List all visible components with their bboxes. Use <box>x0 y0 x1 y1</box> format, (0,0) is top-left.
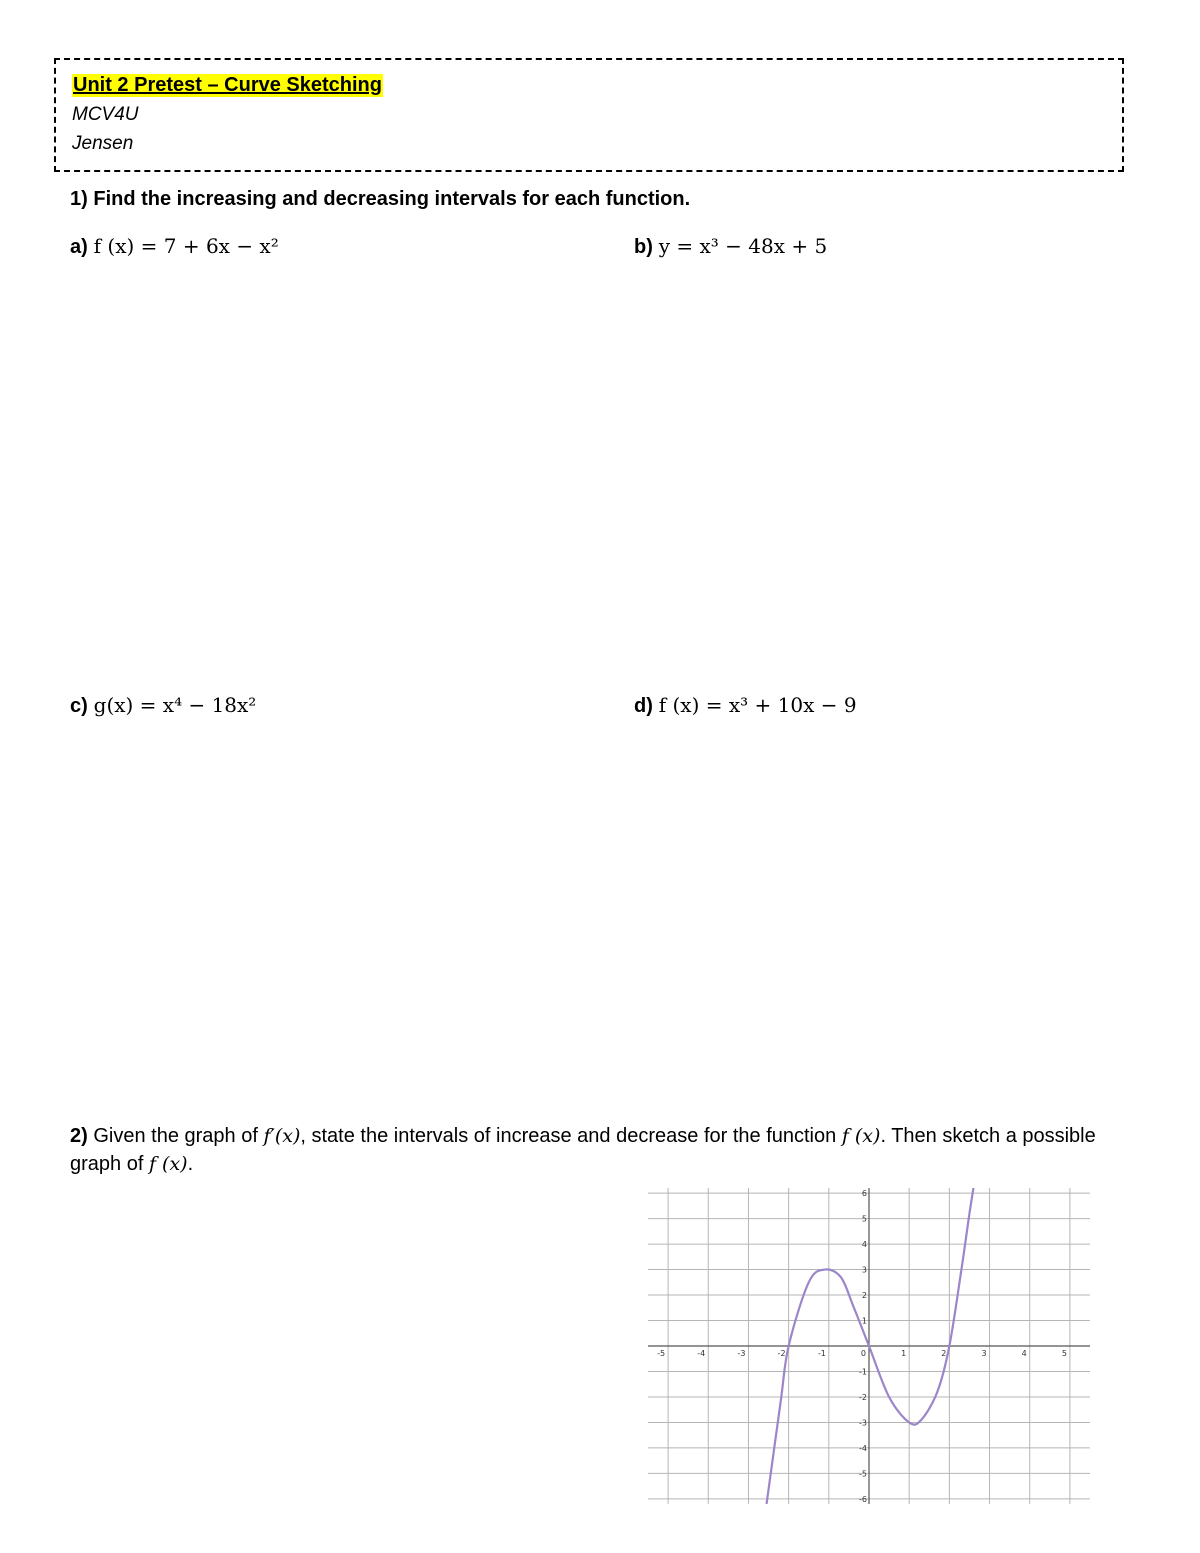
question-2-text-4: . <box>187 1153 194 1175</box>
x-tick-label: -2 <box>777 1349 786 1358</box>
y-tick-label: 5 <box>861 1214 867 1224</box>
course-code: MCV4U <box>72 104 139 125</box>
question-1d <box>634 693 857 718</box>
question-2-f1: f (x) <box>841 1125 881 1147</box>
y-tick-label: 1 <box>861 1316 867 1326</box>
question-2-text-3: . Then sketch a possible graph of <box>70 1125 1096 1175</box>
question-2-text-1: Given the graph of <box>93 1125 258 1147</box>
part-expression: g(x) = x⁴ − 18x² <box>93 693 257 717</box>
question-1 <box>70 188 690 211</box>
question-2 <box>70 1122 1130 1178</box>
y-tick-label: 6 <box>861 1189 867 1199</box>
y-tick-label: -6 <box>859 1494 867 1504</box>
part-label: d) <box>634 695 653 717</box>
part-label: a) <box>70 236 88 258</box>
y-tick-label: 2 <box>861 1291 867 1301</box>
question-1a <box>70 234 279 259</box>
question-1-number: 1) <box>70 188 88 210</box>
x-tick-label: 2 <box>941 1349 947 1358</box>
y-tick-label: 4 <box>861 1240 867 1250</box>
y-tick-label: -3 <box>859 1418 867 1428</box>
part-expression: f (x) = x³ + 10x − 9 <box>658 693 857 717</box>
part-expression: y = x³ − 48x + 5 <box>658 234 828 258</box>
question-2-f2: f (x) <box>148 1153 188 1175</box>
y-tick-label: -2 <box>859 1392 867 1402</box>
question-1c <box>70 693 256 718</box>
y-tick-label: -5 <box>859 1469 867 1479</box>
x-tick-label: -3 <box>737 1349 746 1358</box>
y-tick-label: -4 <box>859 1443 867 1453</box>
question-2-number: 2) <box>70 1125 88 1147</box>
y-tick-label: 3 <box>861 1265 867 1275</box>
question-2-text-2: , state the intervals of increase and decrease for the function <box>300 1125 837 1147</box>
teacher-name: Jensen <box>72 133 134 154</box>
header-box <box>54 58 1124 172</box>
x-tick-label: 5 <box>1061 1349 1067 1358</box>
x-tick-label: 0 <box>860 1349 866 1358</box>
part-label: c) <box>70 695 88 717</box>
x-tick-label: -5 <box>657 1349 666 1358</box>
question-2-fprime: f′(x) <box>263 1125 301 1147</box>
part-label: b) <box>634 236 653 258</box>
question-1-prompt: Find the increasing and decreasing intervals for each function. <box>93 188 691 210</box>
x-tick-label: -1 <box>817 1349 826 1358</box>
question-1b <box>634 234 827 259</box>
x-tick-label: 4 <box>1021 1349 1027 1358</box>
part-expression: f (x) = 7 + 6x − x² <box>93 234 279 258</box>
x-tick-label: 1 <box>901 1349 907 1358</box>
x-tick-label: -4 <box>697 1349 706 1358</box>
y-tick-label: -1 <box>859 1367 867 1377</box>
derivative-graph <box>648 1188 1090 1504</box>
page-title: Unit 2 Pretest – Curve Sketching <box>73 74 382 96</box>
x-tick-label: 3 <box>981 1349 987 1358</box>
